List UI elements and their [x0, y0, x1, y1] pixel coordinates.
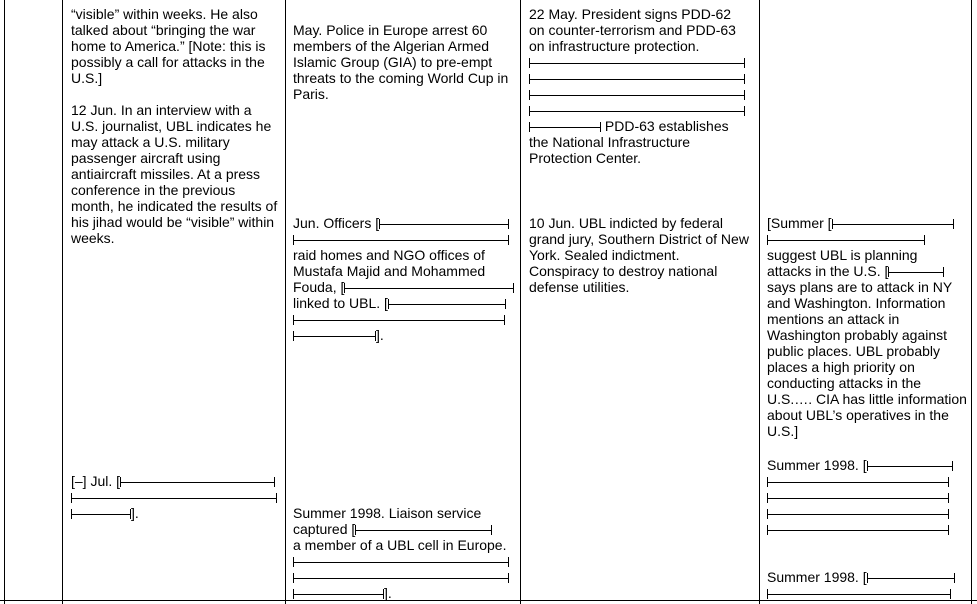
- text-line: on infrastructure protection.: [529, 38, 700, 54]
- text-line: Washington probably against: [767, 327, 948, 343]
- redaction-bar: [71, 493, 277, 503]
- col1-entry-jul: [71, 473, 277, 521]
- text-fragment: PDD-63 establishes: [601, 118, 729, 134]
- text-line: May. Police in Europe arrest 60: [293, 22, 488, 38]
- text-fragment: [Summer [: [767, 215, 832, 231]
- text-line: Mustafa Majid and Mohammed: [293, 263, 486, 279]
- text-line: U.S. journalist, UBL indicates he: [71, 118, 272, 134]
- text-line: public places. UBL probably: [767, 343, 941, 359]
- text-line: mentions an attack in: [767, 311, 900, 327]
- table-border-right: [971, 0, 972, 604]
- text-line: Conspiracy to destroy national: [529, 263, 718, 279]
- text-line: threats to the coming World Cup in: [293, 70, 509, 86]
- col4-entry-summer-1998-b: [767, 569, 955, 601]
- text-line: 12 Jun. In an interview with a: [71, 102, 252, 118]
- redaction-bar: [767, 589, 951, 599]
- col2-entry-jun: [293, 215, 514, 343]
- text-line: weeks.: [71, 230, 115, 246]
- redaction-bar: [767, 493, 949, 503]
- table-border-left: [4, 0, 5, 604]
- col2-entry-may: [293, 22, 508, 102]
- text-line: a member of a UBL cell in Europe.: [293, 537, 507, 553]
- redaction-bar: [293, 573, 509, 583]
- text-fragment: ].: [376, 327, 384, 343]
- redaction-bar: [355, 525, 492, 535]
- text-line: Protection Center.: [529, 150, 642, 166]
- text-line: about UBL’s operatives in the: [767, 407, 949, 423]
- text-line: places a high priority on: [767, 359, 915, 375]
- redaction-bar: [888, 267, 944, 277]
- redaction-bar: [293, 315, 505, 325]
- column-divider: [520, 0, 521, 604]
- redaction-bar: [529, 106, 745, 116]
- redaction-bar: [832, 219, 954, 229]
- text-line: month, he indicated the results of: [71, 198, 278, 214]
- redaction-bar: [293, 557, 509, 567]
- text-line: grand jury, Southern District of New: [529, 231, 749, 247]
- text-line: Islamic Group (GIA) to pre-empt: [293, 54, 493, 70]
- text-line: possibly a call for attacks in the: [71, 54, 265, 70]
- text-line: [71, 86, 277, 102]
- text-line: U.S.]: [767, 423, 799, 439]
- text-line: U.S.…. CIA has little information: [767, 391, 967, 407]
- text-fragment: [–] Jul. [: [71, 473, 121, 489]
- redaction-bar: [529, 58, 745, 68]
- text-fragment: ].: [384, 585, 392, 601]
- col3-entry-may: [529, 6, 745, 166]
- text-line: talked about “bringing the war: [71, 22, 256, 38]
- redaction-bar: [529, 122, 601, 132]
- text-line: home to America.” [Note: this is: [71, 38, 266, 54]
- text-fragment: attacks in the U.S. [: [767, 263, 889, 279]
- redaction-bar: [767, 477, 949, 487]
- text-line: says plans are to attack in NY: [767, 279, 953, 295]
- text-line: York. Sealed indictment.: [529, 247, 680, 263]
- redaction-bar: [293, 331, 376, 341]
- col3-entry-jun: [529, 215, 749, 295]
- text-line: 22 May. President signs PDD-62: [529, 6, 732, 22]
- text-line: defense utilities.: [529, 279, 630, 295]
- col4-entry-summer: [767, 215, 967, 439]
- text-fragment: ].: [131, 505, 139, 521]
- text-line: 10 Jun. UBL indicted by federal: [529, 215, 724, 231]
- redaction-bar: [867, 461, 953, 471]
- text-line: on counter-terrorism and PDD-63: [529, 22, 736, 38]
- redaction-bar: [293, 235, 509, 245]
- column-divider: [285, 0, 286, 604]
- redaction-bar: [767, 525, 949, 535]
- text-fragment: Fouda, [: [293, 279, 345, 295]
- text-fragment: Summer 1998. [: [767, 457, 867, 473]
- text-line: Paris.: [293, 86, 329, 102]
- text-line: U.S.]: [71, 70, 103, 86]
- redaction-bar: [529, 90, 745, 100]
- text-line: antiaircraft missiles. At a press: [71, 166, 261, 182]
- text-line: suggest UBL is planning: [767, 247, 918, 263]
- text-line: and Washington. Information: [767, 295, 946, 311]
- text-fragment: captured [: [293, 521, 356, 537]
- redaction-bar: [767, 235, 925, 245]
- redaction-bar: [120, 477, 275, 487]
- col4-entry-summer-1998-a: [767, 457, 953, 537]
- redaction-bar: [867, 573, 955, 583]
- text-fragment: linked to UBL. [: [293, 295, 388, 311]
- text-line: conference in the previous: [71, 182, 236, 198]
- column-divider: [759, 0, 760, 604]
- redaction-bar: [71, 509, 131, 519]
- text-line: conducting attacks in the: [767, 375, 922, 391]
- column-divider: [62, 0, 63, 604]
- col1-entry-jun: [71, 6, 277, 246]
- text-line: raid homes and NGO offices of: [293, 247, 485, 263]
- col2-entry-summer-1998: [293, 505, 509, 601]
- text-line: “visible” within weeks. He also: [71, 6, 258, 22]
- text-line: members of the Algerian Armed: [293, 38, 490, 54]
- redaction-bar: [344, 283, 514, 293]
- text-line: may attack a U.S. military: [71, 134, 230, 150]
- redaction-bar: [388, 299, 506, 309]
- redaction-bar: [293, 589, 384, 599]
- redaction-bar: [529, 74, 745, 84]
- redaction-bar: [379, 219, 509, 229]
- text-line: his jihad would be “visible” within: [71, 214, 275, 230]
- text-fragment: Jun. Officers [: [293, 215, 380, 231]
- redaction-bar: [767, 509, 949, 519]
- text-line: the National Infrastructure: [529, 134, 691, 150]
- text-line: passenger aircraft using: [71, 150, 221, 166]
- text-fragment: Summer 1998. [: [767, 569, 867, 585]
- text-line: Summer 1998. Liaison service: [293, 505, 482, 521]
